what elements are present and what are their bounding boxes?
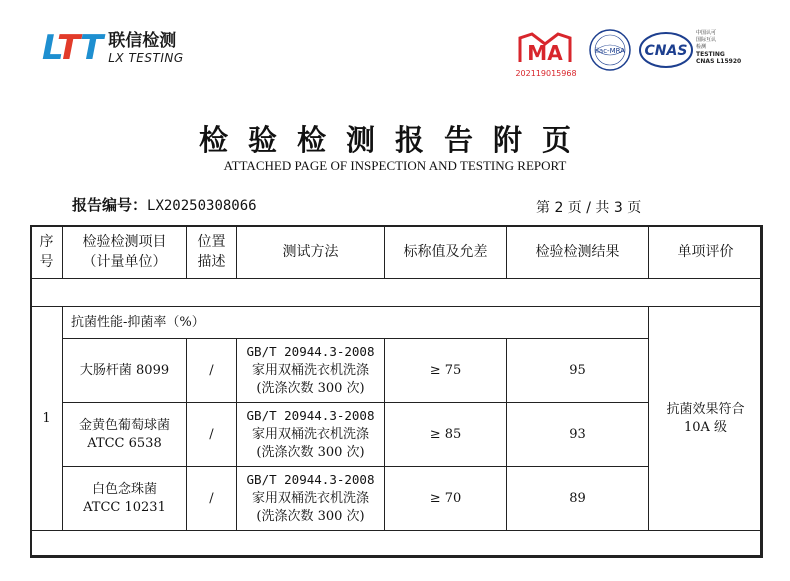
ilac-label: ilac-MRA: [595, 47, 625, 55]
report-number: [72, 194, 257, 215]
group-title: 抗菌性能-抑菌率（%）: [63, 307, 649, 339]
position-cell: /: [187, 403, 237, 467]
nominal-cell: ≥ 85: [385, 403, 507, 467]
nominal-cell: ≥ 75: [385, 339, 507, 403]
position-cell: /: [187, 467, 237, 531]
cma-logo-icon: [512, 30, 578, 66]
header-method: 测试方法: [237, 226, 385, 279]
item-cell: 白色念珠菌 ATCC 10231: [63, 467, 187, 531]
nominal-cell: ≥ 70: [385, 467, 507, 531]
table-header-row: [31, 226, 763, 279]
result-cell: 89: [507, 467, 649, 531]
accreditation-logos: [508, 26, 758, 78]
company-name-en: LX TESTING: [108, 51, 184, 65]
cma-code: 202119015968: [515, 69, 577, 78]
seq-cell: 1: [31, 307, 63, 531]
svg-text:MA: MA: [527, 41, 563, 65]
report-number-value: LX20250308066: [147, 198, 257, 214]
company-logo: [42, 30, 184, 66]
evaluation-cell: 抗菌效果符合 10A 级: [649, 307, 763, 531]
logo-letter-t2: T: [80, 28, 103, 68]
item-cell: 大肠杆菌 8099: [63, 339, 187, 403]
company-name-cn: 联信检测: [108, 31, 177, 51]
result-cell: 93: [507, 403, 649, 467]
method-cell: GB/T 20944.3-2008 家用双桶洗衣机洗涤 (洗涤次数 300 次): [237, 467, 385, 531]
header-item: 检验检测项目 （计量单位）: [63, 226, 187, 279]
header-nominal: 标称值及允差: [385, 226, 507, 279]
cnas-line: TESTING: [696, 51, 725, 58]
page-subtitle: ATTACHED PAGE OF INSPECTION AND TESTING REPORT: [223, 158, 567, 173]
lx-logo-mark: [42, 30, 102, 66]
logo-letter-t1: T: [57, 28, 81, 68]
cnas-line: 国际互认: [696, 37, 717, 43]
header-result: 检验检测结果: [507, 226, 649, 279]
table-footer-row: [31, 531, 763, 558]
cnas-caption: [696, 30, 756, 65]
header-seq: 序 号: [31, 226, 63, 279]
logo-letter-l: L: [42, 28, 58, 68]
page-title: 检验检测报告附页: [198, 123, 591, 157]
cnas-line: 检测: [696, 44, 707, 50]
cnas-line: 中国认可: [696, 30, 717, 36]
page-indicator: 第 2 页 / 共 3 页: [536, 200, 642, 216]
empty-cell: [31, 531, 763, 558]
empty-cell: [31, 279, 763, 307]
cnas-logo-icon: [638, 30, 694, 70]
method-cell: GB/T 20944.3-2008 家用双桶洗衣机洗涤 (洗涤次数 300 次): [237, 339, 385, 403]
item-cell: 金黄色葡萄球菌 ATCC 6538: [63, 403, 187, 467]
ilac-mra-logo-icon: [588, 28, 632, 72]
cnas-line: CNAS L15920: [696, 58, 742, 65]
position-cell: /: [187, 339, 237, 403]
method-cell: GB/T 20944.3-2008 家用双桶洗衣机洗涤 (洗涤次数 300 次): [237, 403, 385, 467]
group-title-row: [31, 307, 763, 339]
cnas-label: CNAS: [644, 43, 688, 59]
table-spacer-row: [31, 279, 763, 307]
header-position: 位置 描述: [187, 226, 237, 279]
report-number-label: 报告编号：: [72, 196, 148, 214]
header-evaluation: 单项评价: [649, 226, 763, 279]
result-cell: 95: [507, 339, 649, 403]
results-table: [30, 225, 763, 558]
